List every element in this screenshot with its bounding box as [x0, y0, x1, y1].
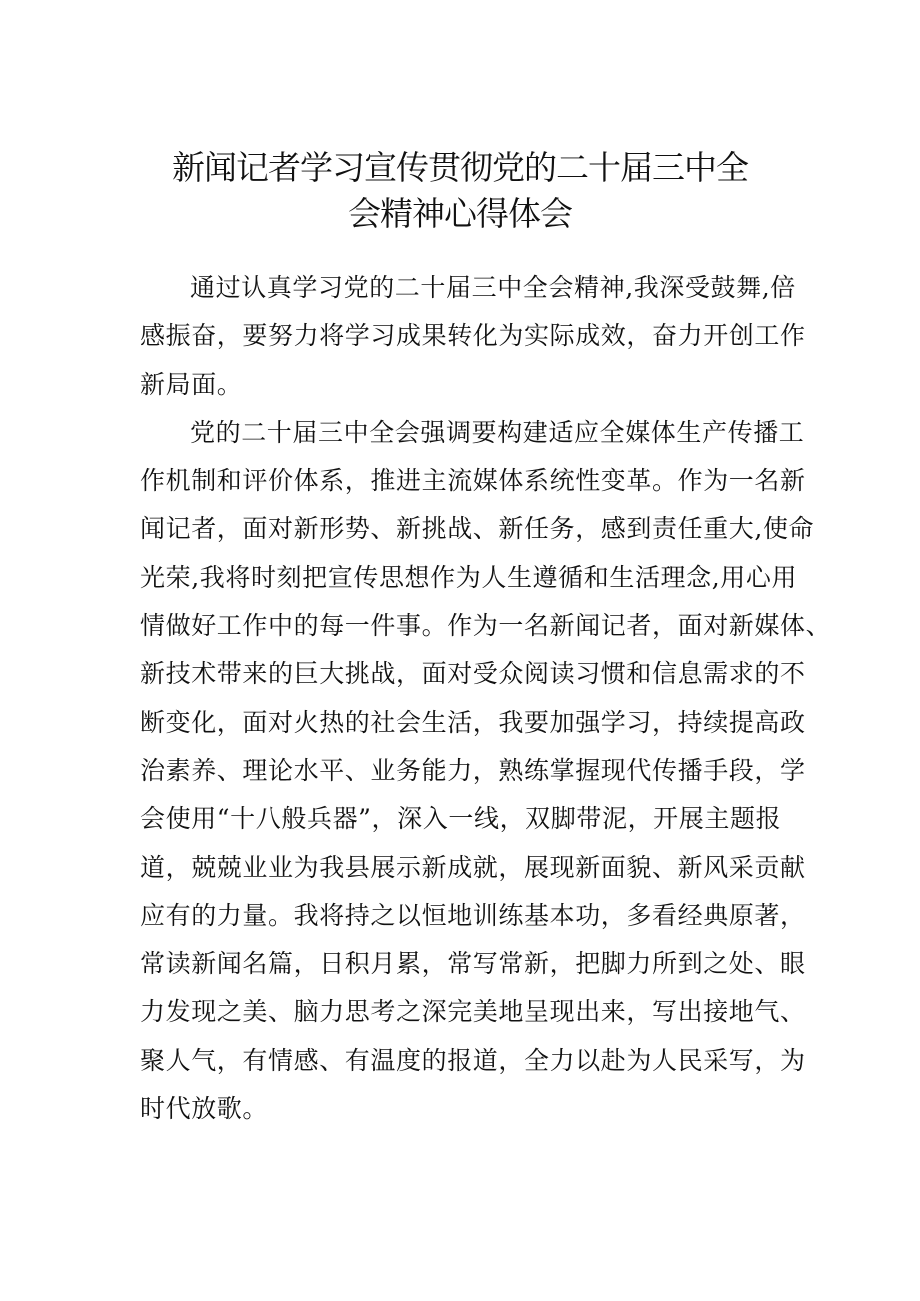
- paragraph-line: 闻记者，面对新形势、新挑战、新任务，感到责任重大,使命: [140, 514, 815, 544]
- paragraph-1: [140, 264, 806, 409]
- paragraph-line: 光荣,我将时刻把宣传思想作为人生遵循和生活理念,用心用: [140, 562, 798, 592]
- document-title: [140, 145, 780, 237]
- paragraph-line: 力发现之美、脑力思考之深完美地呈现出来，写出接地气、: [140, 997, 806, 1027]
- paragraph-line: 党的二十届三中全会强调要构建适应全媒体生产传播工: [190, 417, 805, 447]
- paragraph-line: 新局面。: [140, 369, 243, 399]
- paragraph-line: 会使用“十八般兵器”，深入一线，双脚带泥，开展主题报: [140, 804, 782, 834]
- paragraph-line: 聚人气，有情感、有温度的报道，全力以赴为人民采写，为: [140, 1045, 806, 1075]
- paragraph-line: 通过认真学习党的二十届三中全会精神,我深受鼓舞,倍: [190, 273, 796, 302]
- paragraph-line: 断变化，面对火热的社会生活，我要加强学习，持续提高政: [140, 707, 806, 737]
- paragraph-line: 作机制和评价体系，推进主流媒体系统性变革。作为一名新: [140, 466, 806, 496]
- paragraph-line: 感振奋，要努力将学习成果转化为实际成效，奋力开创工作: [140, 321, 806, 351]
- paragraph-2: [140, 409, 832, 1133]
- paragraph-line: 治素养、理论水平、业务能力，熟练掌握现代传播手段，学: [140, 755, 806, 785]
- title-line: 会精神心得体会: [348, 194, 572, 233]
- paragraph-line: 常读新闻名篇，日积月累，常写常新，把脚力所到之处、眼: [140, 949, 806, 979]
- paragraph-line: 情做好工作中的每一件事。作为一名新闻记者，面对新媒体、: [140, 611, 832, 641]
- paragraph-line: 道，兢兢业业为我县展示新成就，展现新面貌、新风采贡献: [140, 852, 806, 882]
- document-body: [140, 264, 832, 1133]
- title-line: 新闻记者学习宣传贯彻党的二十届三中全: [172, 148, 748, 187]
- paragraph-line: 应有的力量。我将持之以恒地训练基本功，多看经典原著，: [140, 900, 806, 930]
- paragraph-line: 新技术带来的巨大挑战，面对受众阅读习惯和信息需求的不: [140, 659, 806, 689]
- paragraph-line: 时代放歌。: [140, 1094, 269, 1124]
